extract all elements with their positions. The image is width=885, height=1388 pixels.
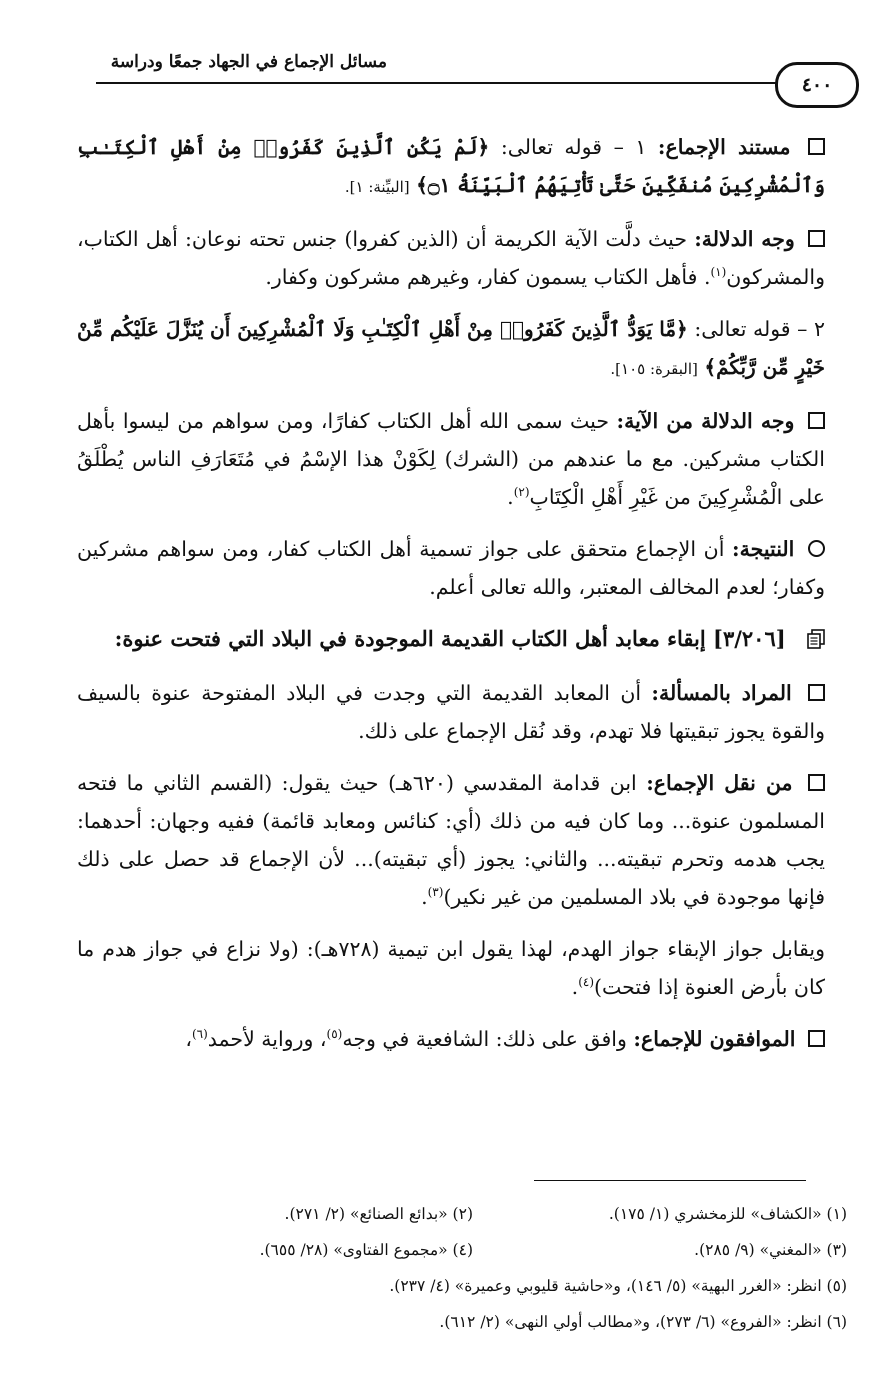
- square-bullet-icon: [808, 774, 825, 791]
- footnote-marker: (٢): [513, 485, 530, 500]
- lead-term: مستند الإجماع:: [657, 135, 791, 159]
- paragraph-text: أن المعابد القديمة التي وجدت في البلاد المفتوحة عنوة بالسيف والقوة يجوز تبقيتها فلا تهدم، وقد نُقل الإجماع على ذلك.: [77, 681, 825, 743]
- square-bullet-icon: [808, 1030, 825, 1047]
- verse-reference: [البيِّنة: ١].: [344, 178, 410, 196]
- footnotes: [99, 1196, 847, 1340]
- lead-term: الموافقون للإجماع:: [633, 1027, 796, 1051]
- header-rule: [96, 82, 790, 84]
- lead-term: وجه الدلالة من الآية:: [616, 409, 795, 433]
- verse-reference: [البقرة: ١٠٥].: [610, 360, 698, 378]
- paragraph-text: ،: [185, 1027, 192, 1051]
- paragraph-evidence: [77, 128, 825, 206]
- paragraph-transmitters: [77, 764, 825, 916]
- paragraph-intended: [77, 674, 825, 750]
- section-heading-text: [٣/٢٠٦] إبقاء معابد أهل الكتاب القديمة الموجودة في البلاد التي فتحت عنوة:: [114, 626, 786, 651]
- footnote-marker: (٦): [191, 1027, 208, 1042]
- paragraph-text: . فأهل الكتاب يسمون كفار، وغيرهم مشركون وكفار.: [265, 265, 711, 289]
- square-bullet-icon: [808, 412, 825, 429]
- footnote-item: (٢) «بدائع الصنائع» (٢/ ٢٧١).: [284, 1205, 473, 1223]
- footnote-separator: [534, 1180, 806, 1181]
- paragraph-agreeing: [77, 1020, 825, 1058]
- paragraph-contrast: [77, 930, 825, 1006]
- paragraph-indication: [77, 220, 825, 296]
- page-number-badge: ٤٠٠: [775, 62, 859, 108]
- paragraph-text: .: [421, 885, 428, 909]
- paragraph-text: ٢ – قوله تعالى:: [694, 317, 825, 341]
- footnote-marker: (١): [710, 265, 727, 280]
- circle-bullet-icon: [808, 540, 825, 557]
- paragraph-text: .: [571, 975, 579, 999]
- footnote-item: (٥) انظر: «الغرر البهية» (٥/ ١٤٦)، و«حاشية قليوبي وعميرة» (٤/ ٢٣٧).: [389, 1277, 847, 1295]
- lead-term: المراد بالمسألة:: [651, 681, 792, 705]
- paragraph-result: [77, 530, 825, 606]
- paragraph-text: ابن قدامة المقدسي (٦٢٠هـ) حيث يقول: (القسم الثاني ما فتحه المسلمون عنوة... وما كان فيه من ذلك (أي: كنائس ومعابد قائمة) ففيه وجهان: أحدهما: يجب هدمه وتحرم تبقيته... والثاني: يجوز (أي تبقيته)... لأن الإجماع قد حصل على ذلك فإنها موجودة في بلاد المسلمين من غير نكير): [77, 771, 825, 909]
- paragraph-text: حيث سمى الله أهل الكتاب كفارًا، ومن سواهم من ليسوا بأهل الكتاب مشركين. مع ما عندهم من (الشرك) لِكَوْنْ هذا الإسْمُ في مُتَعَارَفِ الناس يُطْلَقُ على الْمُشْرِكِينَ من غَيْرِ أَهْلِ الْكِتَابِ: [77, 409, 825, 509]
- square-bullet-icon: [808, 684, 825, 701]
- lead-term: النتيجة:: [732, 537, 795, 561]
- square-bullet-icon: [808, 138, 825, 155]
- square-bullet-icon: [808, 230, 825, 247]
- quran-verse: ﴿مَّا يَوَدُّ ٱلَّذِينَ كَفَرُوا۟ مِنْ أَهْلِ ٱلْكِتَـٰبِ وَلَا ٱلْمُشْرِكِينَ أَن يُنَزَّلَ عَلَيْكُم مِّنْ خَيْرٍ مِّن رَّبِّكُمْ﴾: [77, 317, 825, 379]
- footnote-marker: (٣): [427, 885, 444, 900]
- stacked-pages-icon: [807, 629, 825, 649]
- footnote-item: (١) «الكشاف» للزمخشري (١/ ١٧٥).: [608, 1205, 847, 1223]
- paragraph-text: ، ورواية لأحمد: [207, 1027, 327, 1051]
- paragraph-second-verse: [77, 310, 825, 388]
- lead-term: من نقل الإجماع:: [646, 771, 793, 795]
- footnote-row: [99, 1232, 847, 1268]
- running-title: مسائل الإجماع في الجهاد جمعًا ودراسة: [110, 52, 387, 72]
- lead-term: وجه الدلالة:: [694, 227, 795, 251]
- paragraph-text: ١ – قوله تعالى:: [500, 135, 647, 159]
- quran-verse: ﴿لَمْ يَكُنِ ٱلَّذِينَ كَفَرُوا۟ مِنْ أَهْلِ ٱلْكِتَـٰبِ وَٱلْمُشْرِكِينَ مُنفَكِّينَ حَتَّىٰ تَأْتِيَهُمُ ٱلْبَيِّنَةُ ۝١﴾: [77, 135, 825, 197]
- paragraph-text: ويقابل جواز الإبقاء جواز الهدم، لهذا يقول ابن تيمية (٧٢٨هـ): (ولا نزاع في جواز هدم ما كان بأرض العنوة إذا فتحت): [77, 937, 826, 999]
- paragraph-text: وافق على ذلك: الشافعية في وجه: [342, 1027, 627, 1051]
- footnote-item: (٤) «مجموع الفتاوى» (٢٨/ ٦٥٥).: [259, 1241, 473, 1259]
- footnote-marker: (٥): [326, 1027, 343, 1042]
- footnote-marker: (٤): [578, 975, 595, 990]
- paragraph-text: .: [507, 485, 514, 509]
- footnote-item: (٣) «المغني» (٩/ ٢٨٥).: [694, 1241, 847, 1259]
- main-text: [77, 128, 825, 1072]
- paragraph-indication-verse: [77, 402, 825, 516]
- footnote-row: [99, 1196, 847, 1232]
- section-heading: [77, 620, 825, 658]
- paragraph-text: حيث دلَّت الآية الكريمة أن (الذين كفروا) جنس تحته نوعان: أهل الكتاب، والمشركون: [77, 227, 825, 289]
- paragraph-text: أن الإجماع متحقق على جواز تسمية أهل الكتاب كفار، ومن سواهم مشركين وكفار؛ لعدم المخالف المعتبر، والله تعالى أعلم.: [77, 537, 825, 599]
- footnote-item: (٦) انظر: «الفروع» (٦/ ٢٧٣)، و«مطالب أولي النهى» (٢/ ٦١٢).: [439, 1313, 847, 1331]
